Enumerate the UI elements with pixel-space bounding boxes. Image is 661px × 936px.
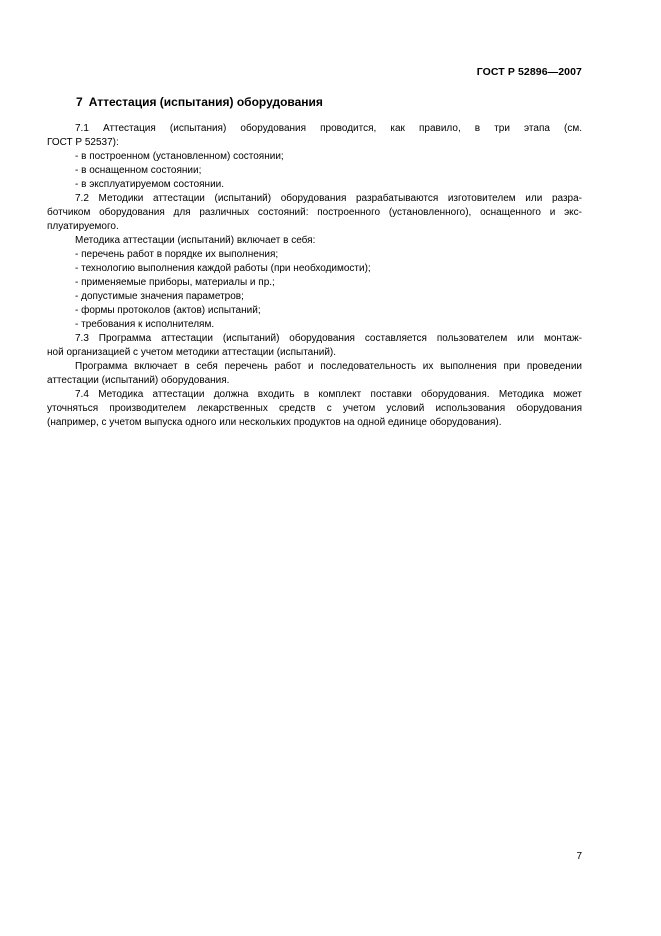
- section-body: [47, 122, 582, 430]
- paragraph-7-3-line-2: ной организацией с учетом методики аттестации (испытаний).: [47, 347, 337, 358]
- list-item-equipped-state: - в оснащенном состоянии;: [75, 165, 202, 176]
- list-item-protocol-forms: - формы протоколов (актов) испытаний;: [75, 305, 261, 316]
- list-item-work-technology: - технологию выполнения каждой работы (при необходимости);: [75, 263, 371, 274]
- section-heading: [76, 95, 323, 109]
- list-item-instruments: - применяемые приборы, материалы и пр.;: [75, 277, 275, 288]
- methodology-intro: Методика аттестации (испытаний) включает в себя:: [75, 235, 316, 246]
- list-item-work-list: - перечень работ в порядке их выполнения;: [75, 249, 279, 260]
- section-title-text: Аттестация (испытания) оборудования: [88, 95, 323, 109]
- paragraph-7-1-line-2: ГОСТ Р 52537):: [47, 137, 119, 148]
- program-paragraph-line-1: Программа включает в себя перечень работ и последовательность их выполнения при проведении: [75, 361, 582, 372]
- paragraph-7-3-line-1: 7.3 Программа аттестации (испытаний) оборудования составляется пользователем или монтаж-: [75, 333, 582, 344]
- paragraph-7-4-line-2: уточняться производителем лекарственных средств с учетом условий использования оборудования: [47, 403, 582, 414]
- paragraph-7-2-line-1: 7.2 Методики аттестации (испытаний) оборудования разрабатываются изготовителем или разра-: [75, 193, 582, 204]
- list-item-operational-state: - в эксплуатируемом состоянии.: [75, 179, 225, 190]
- paragraph-7-2-line-3: плуатируемого.: [47, 221, 119, 232]
- paragraph-7-1-line-1: 7.1 Аттестация (испытания) оборудования проводится, как правило, в три этапа (см.: [75, 123, 582, 134]
- list-item-built-state: - в построенном (установленном) состоянии;: [75, 151, 284, 162]
- page-number: 7: [576, 851, 582, 862]
- paragraph-7-2-line-2: ботчиком оборудования для различных состояний: построенного (установленного), оснащенного и экс-: [47, 207, 582, 218]
- list-item-parameter-values: - допустимые значения параметров;: [75, 291, 244, 302]
- paragraph-7-4-line-1: 7.4 Методика аттестации должна входить в комплект поставки оборудования. Методика может: [75, 389, 582, 400]
- paragraph-7-4-line-3: (например, с учетом выпуска одного или нескольких продуктов на одной единице оборудования).: [47, 417, 502, 428]
- section-number: 7: [76, 95, 83, 109]
- program-paragraph-line-2: аттестации (испытаний) оборудования.: [47, 375, 230, 386]
- list-item-personnel-requirements: - требования к исполнителям.: [75, 319, 215, 330]
- document-code: ГОСТ Р 52896—2007: [476, 66, 582, 78]
